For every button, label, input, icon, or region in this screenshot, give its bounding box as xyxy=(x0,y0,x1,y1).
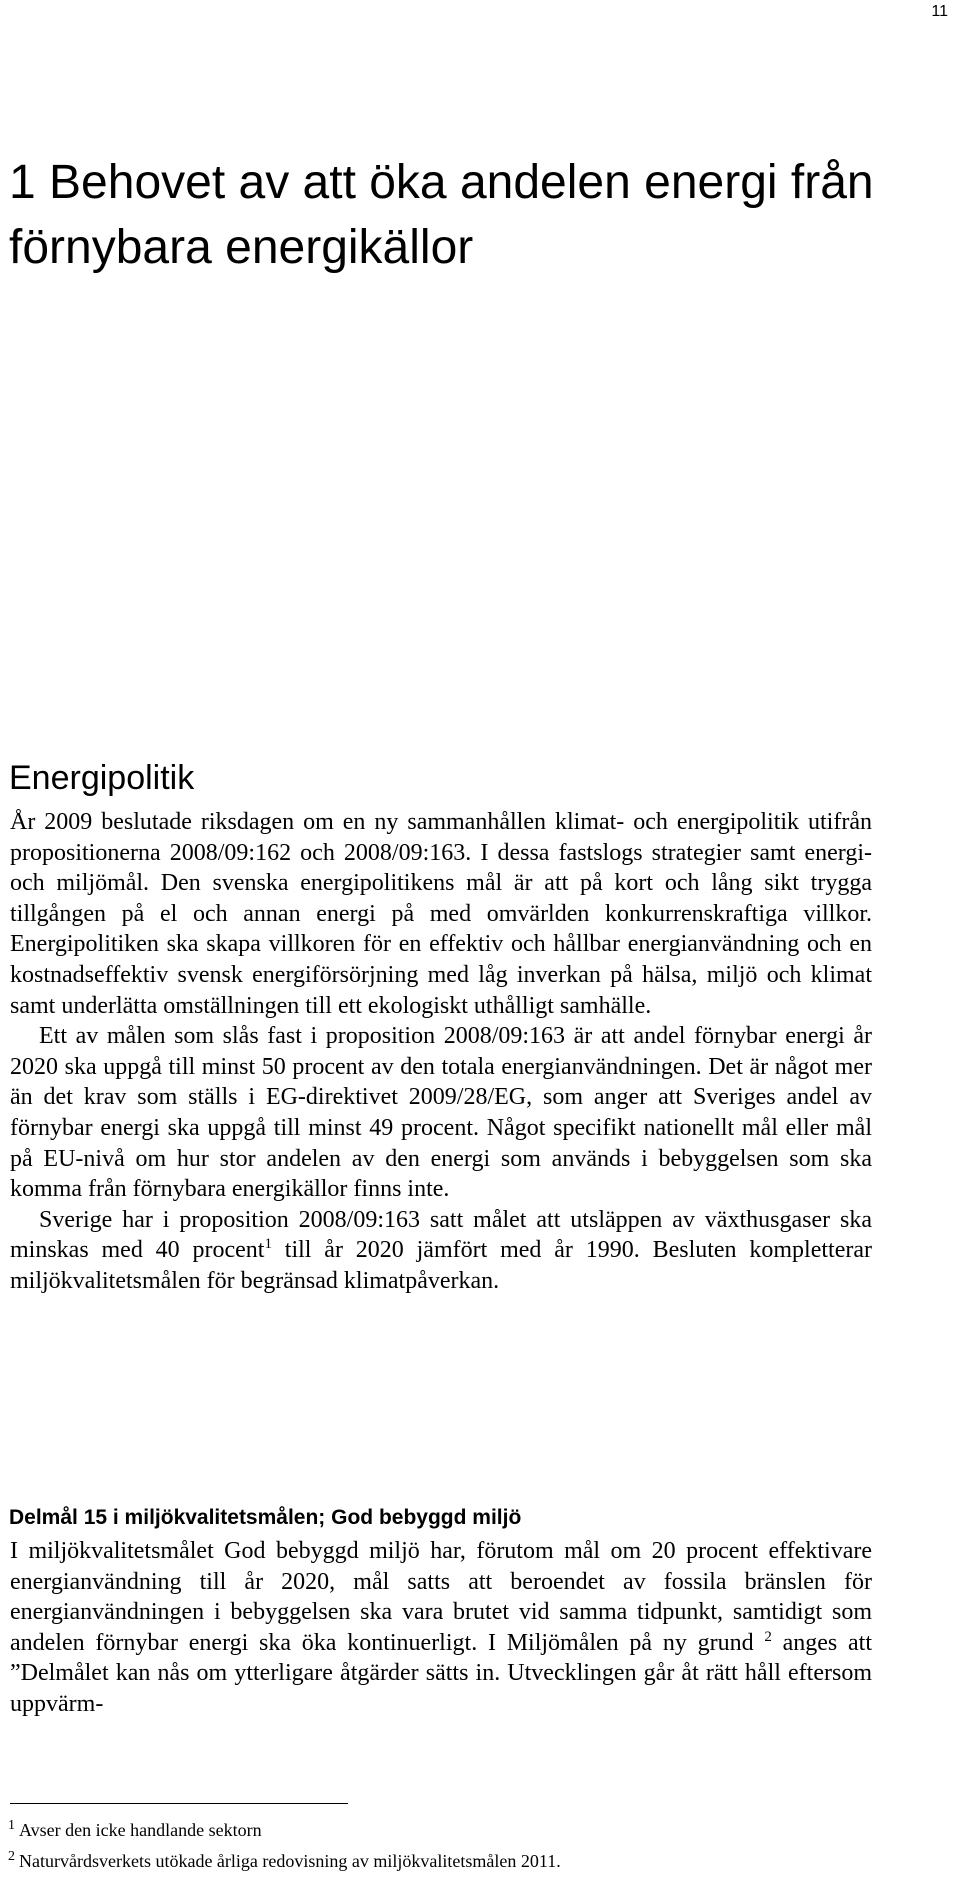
chapter-title: 1 Behovet av att öka andelen energi från förnybara energikällor xyxy=(9,156,874,274)
footnote-reference-1: 1 xyxy=(264,1236,272,1253)
footnote-text: Avser den icke handlande sektorn xyxy=(19,1820,262,1840)
footnote-2 xyxy=(8,1849,908,1873)
footnote-text: Naturvårdsverkets utökade årliga redovisning av miljökvalitetsmålen 2011. xyxy=(19,1851,561,1871)
footnote-mark: 2 xyxy=(8,1849,15,1864)
paragraph-fornybar-mal: Ett av målen som slås fast i proposition 2008/09:163 är att andel förnybar energi år 2020 ska uppgå till minst 50 procent av den totala energianvändningen. Det är något mer än det krav som ställs i EG-direktivet 2009/28/EG, som anger att Sveriges andel av förnybar energi ska uppgå till minst 49 procent. Något specifikt nationellt mål eller mål på EU-nivå om hur stor andelen av den energi som används i bebyggelsen som ska komma från förnybara energikällor finns inte. xyxy=(10,1023,872,1203)
paragraph-god-bebyggd-miljo xyxy=(10,1536,872,1720)
section-heading-energipolitik: Energipolitik xyxy=(9,759,195,797)
footnotes xyxy=(8,1818,908,1880)
page-number: 11 xyxy=(931,3,948,20)
paragraph-vaxthusgaser xyxy=(10,1205,872,1297)
footnote-1 xyxy=(8,1818,908,1842)
energipolitik-body xyxy=(10,807,872,1297)
paragraph-text: Sverige har i proposition 2008/09:163 satt målet att utsläppen av växthusgaser ska minskas med 40 procent xyxy=(10,1206,872,1264)
paragraph-text: I miljökvalitetsmålet God bebyggd miljö har, förutom mål om 20 procent effektivare energianvändning till år 2020, mål satts att beroendet av fossila bränslen för energianvändningen i bebyggelsen ska vara brutet vid samma tidpunkt, samtidigt som andelen förnybar energi ska öka kontinuerligt. I Miljömålen på ny grund xyxy=(10,1538,872,1656)
subsection-heading-delmal-15: Delmål 15 i miljökvalitetsmålen; God bebyggd miljö xyxy=(9,1506,522,1529)
paragraph-text: anges att ”Delmålet kan nås om ytterligare åtgärder sätts in. Utvecklingen går åt rätt håll eftersom uppvärm- xyxy=(10,1629,872,1717)
paragraph-riksdagen: År 2009 beslutade riksdagen om en ny sammanhållen klimat- och energipolitik utifrån propositionerna 2008/09:162 och 2008/09:163. I dessa fastslogs strategier samt energi- och miljömål. Den svenska energipolitikens mål är att på kort och lång sikt trygga tillgången på el och annan energi på med omvärlden konkurrenskraftiga villkor. Energipolitiken ska skapa villkoren för en effektiv och hållbar energianvändning och en kostnadseffektiv svensk energiförsörjning med låg inverkan på hälsa, miljö och klimat samt underlätta omställningen till ett ekologiskt uthålligt samhälle. xyxy=(10,809,872,1019)
footnote-separator xyxy=(10,1803,348,1804)
delmal-body xyxy=(10,1536,872,1720)
footnote-reference-2: 2 xyxy=(764,1628,772,1645)
footnote-mark: 1 xyxy=(8,1818,15,1833)
paragraph-text: till år 2020 jämfört med år 1990. Besluten kompletterar miljökvalitetsmålen för begränsad klimatpåverkan. xyxy=(10,1237,873,1294)
